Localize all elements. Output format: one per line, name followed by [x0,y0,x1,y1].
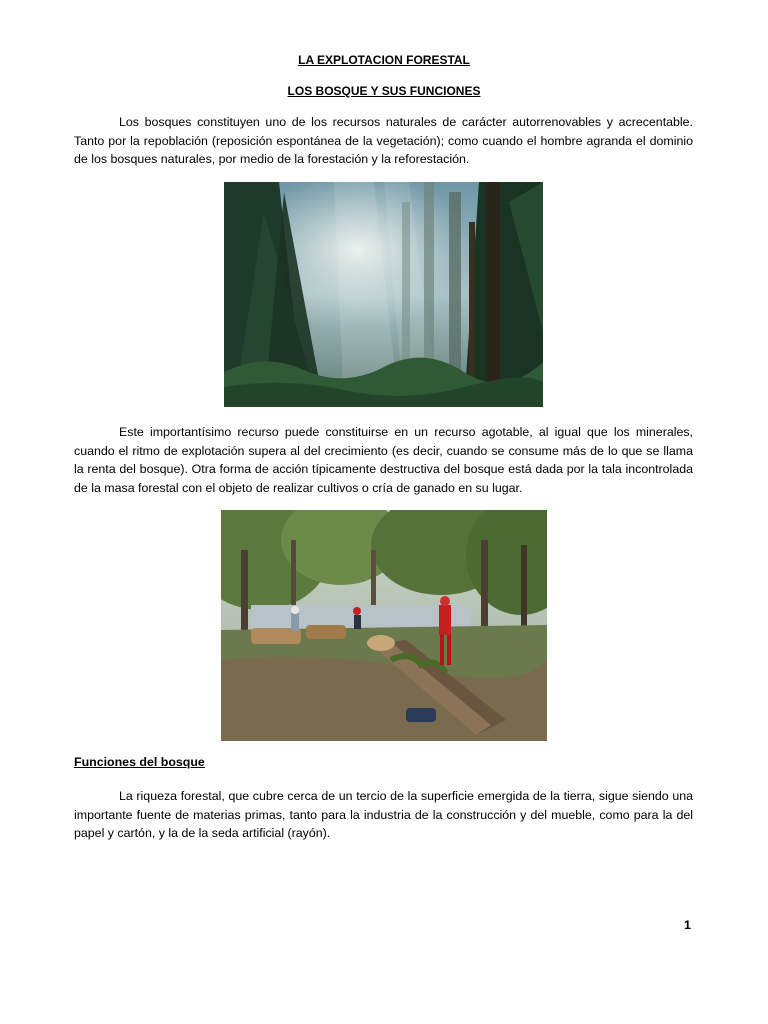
misty-forest-photo [224,182,543,407]
section-heading-funciones: Funciones del bosque [74,755,205,769]
page-number: 1 [684,918,691,932]
paragraph-agotable: Este importantísimo recurso puede constituirse en un recurso agotable, al igual que los minerales, cuando el ritmo de explotación supera al del crecimiento (es decir, cuando se consume más de lo que se llama la renta del bosque). Otra forma de acción típicamente destructiva del bosque está dada por la tala incontrolada de la masa forestal con el objeto de realizar cultivos o cría de ganado en su lugar. [74,425,693,495]
paragraph-intro: Los bosques constituyen uno de los recursos naturales de carácter autorrenovables y acrecentable. Tanto por la repoblación (reposición espontánea de la vegetación); como cuando el hombre agranda el dominio de los bosques naturales, por medio de la forestación y la reforestación. [74,115,693,167]
document-title: LA EXPLOTACION FORESTAL [298,53,470,67]
paragraph-riqueza: La riqueza forestal, que cubre cerca de un tercio de la superficie emergida de la tierra, sigue siendo una importante fuente de materias primas, tanto para la industria de la construcción y del mueble, como para la del papel y cartón, y la de la seda artificial (rayón). [74,789,693,841]
tree-felling-photo [221,510,547,741]
document-subtitle: LOS BOSQUE Y SUS FUNCIONES [287,84,481,98]
